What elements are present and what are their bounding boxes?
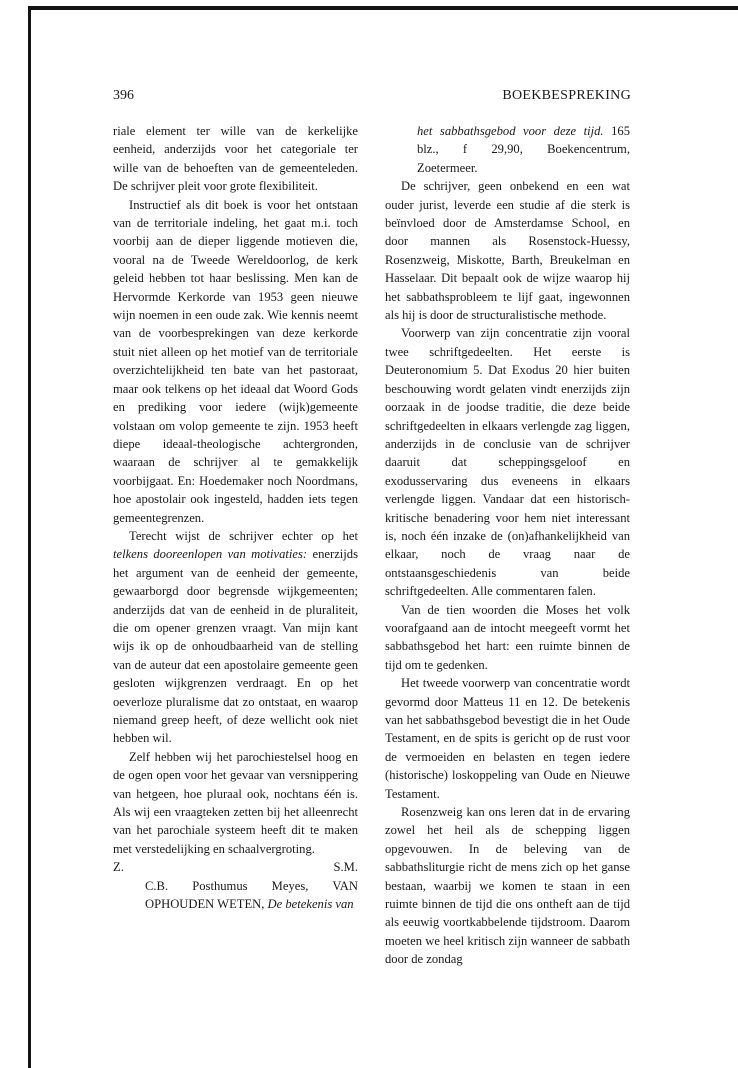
paragraph: Voorwerp van zijn concentratie zijn vooral twee schriftgedeelten. Het eerste is Deuteronomium 5. Dat Exodus 20 hier buiten beschouwing wordt gelaten vindt enerzijds zijn oorzaak in de joodse traditie, die deze beide schriftgedeelten in elkaars verlengde zag liggen, anderzijds in de conclusie van de schrijver daaruit dat scheppingsgeloof en exodusservaring dus eveneens in elkaars verlengde liggen. Vandaar dat een historisch-kritische benadering voor hem niet interessant is, noch één inzake de (on)afhankelijkheid van elkaar, noch de vraag naar de ontstaansgeschiedenis van beide schriftgedeelten. Alle commentaren falen. <box>385 326 630 599</box>
paragraph: Rosenzweig kan ons leren dat in de ervaring zowel het heil als de schepping liggen opgevouwen. In de beleving van de sabbathsliturgie richt de mens zich op het ganse bestaan, waarbij we komen te staan in een ruimte binnen de tijd die ons ontheft aan de tijd als eeuwig voortkabbelende tijdstroom. Daarom moeten we heel kritisch zijn wanneer de sabbath door de zondag <box>385 805 630 967</box>
text-run: C.B. Posthumus Meyes, VAN OPHOUDEN WETEN, <box>145 878 358 912</box>
text-run: Terecht wijst de schrijver echter op het <box>129 528 358 543</box>
page-number: 396 <box>113 88 134 103</box>
right-column <box>385 122 630 969</box>
italic-phrase: het sabbathsgebod voor deze tijd. <box>417 124 604 138</box>
signature <box>113 858 358 876</box>
scan-border-top <box>28 6 738 10</box>
paragraph: Instructief als dit boek is voor het ontstaan van de territoriale indeling, het gaat m.i. toch voorbij aan de dieper liggende motieven die, vooral na de Tweede Wereldoorlog, de kerk geleid hebben tot haar beslissing. Men kan de Hervormde Kerkorde van 1953 geen nieuwe wijn noemen in een oude zak. Wie kennis neemt van de voorbesprekingen van deze kerkorde stuit niet alleen op het motief van de territoriale overzichtelijkheid ten bate van het pastoraat, maar ook telkens op het ideaal dat Woord Gods en prediking voor iedere (wijk)gemeente volstaan om volop gemeente te zijn. 1953 heeft diepe ideaal-theologische achtergronden, waaraan de schrijver al te gemakkelijk voorbijgaat. En: Hoedemaker noch Noordmans, hoe apostolair ook ingesteld, hadden iets tegen gemeentegrenzen. <box>113 197 358 525</box>
paragraph: Het tweede voorwerp van concentratie wordt gevormd door Matteus 11 en 12. De betekenis van het sabbathsgebod bevestigt die in het Oude Testament, en de spits is gericht op de rust voor de vermoeiden en belasten en tegen iedere (historische) loskoppeling van Oude en Nieuwe Testament. <box>385 676 630 801</box>
text-run: 165 blz., f 29,90, Boekencentrum, Zoetermeer. <box>417 124 630 175</box>
review-entry-heading <box>113 877 358 914</box>
paragraph: riale element ter wille van de kerkelijke eenheid, anderzijds voor het categoriale ter wille van de behoeften van de gemeenteleden. De schrijver pleit voor grote flexibiliteit. <box>113 124 358 194</box>
review-entry-continuation <box>385 122 630 177</box>
paragraph: Van de tien woorden die Moses het volk voorafgaand aan de intocht meegeeft vormt het sabbathsgebod het hart: een ruimte binnen de tijd om te gedenken. <box>385 602 630 672</box>
running-title: BOEKBESPREKING <box>502 88 631 103</box>
left-column <box>113 122 358 913</box>
scan-border-left <box>28 6 31 1068</box>
paragraph: Zelf hebben wij het parochiestelsel hoog en de ogen open voor het gevaar van versnippering van hetgeen, hoe pluraal ook, nochtans één is. Als wij een vraagteken zetten bij het alleenrecht van het parochiale systeem heeft dit te maken met verstedelijking en schaalvergroting. <box>113 749 358 856</box>
signature-initials: S.M. <box>333 860 358 875</box>
paragraph <box>113 527 358 748</box>
italic-phrase: De betekenis van <box>267 897 354 912</box>
signature-place: Z. <box>113 860 124 875</box>
italic-phrase: telkens dooreenlopen van motivaties: <box>113 547 313 562</box>
paragraph: De schrijver, geen onbekend en een wat ouder jurist, leverde een studie af die sterk is beïnvloed door de Amsterdamse School, en door mannen als Rosenstock-Huessy, Rosenzweig, Miskotte, Barth, Breukelman en Hasselaar. Dit bepaalt ook de wijze waarop hij het sabbathsprobleem te lijf gaat, ingewonnen als hij is door de structuralistische methode. <box>385 179 630 323</box>
text-run: enerzijds het argument van de eenheid der gemeente, gewaarborgd door begrensde wijkgemeenten; anderzijds dat van de eenheid in de pluraliteit, die om opener grenzen vraagt. Van mijn kant wijs ik op de onhoudbaarheid van de stelling van de auteur dat een apostolaire gemeente geen gesloten wijkgrenzen verdraagt. En op het oeverloze pluralisme dat zo ontstaat, en waarop niemand greep heeft, of deze wellicht ook niet hebben wil. <box>113 547 358 746</box>
